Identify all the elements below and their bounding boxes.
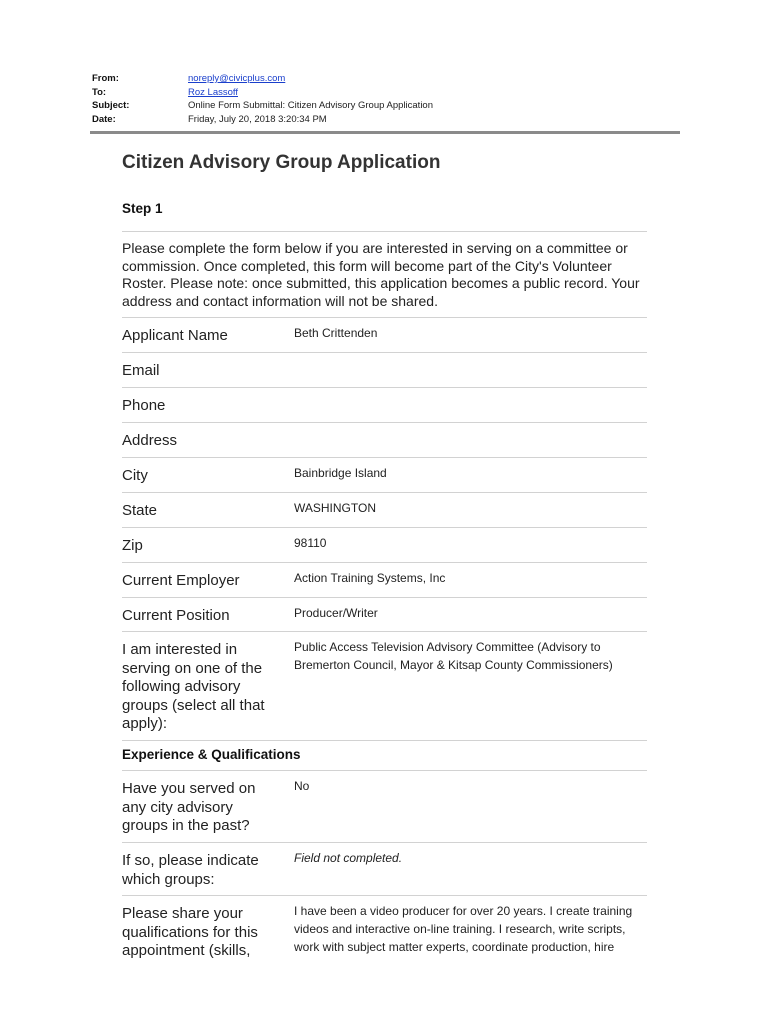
field-row-city [122,458,647,493]
field-value [294,423,647,457]
subject-row [92,99,433,113]
field-label: Current Employer [122,572,240,589]
field-row-which-groups [122,843,647,896]
field-row-email [122,353,647,388]
field-value: 98110 [294,536,327,550]
field-row-state [122,493,647,528]
field-row-advisory-groups [122,632,647,741]
date-row [92,113,433,127]
field-label: Applicant Name [122,327,228,344]
field-label: Zip [122,537,143,554]
application-form [122,150,647,976]
field-label: City [122,467,148,484]
subject-value: Online Form Submittal: Citizen Advisory Group Application [188,100,433,111]
field-label: Have you served on any city advisory groups in the past? [122,780,256,834]
to-label: To: [92,86,107,98]
step-heading: Step 1 [122,201,163,216]
date-label: Date: [92,113,116,125]
field-row-qualifications [122,896,647,976]
field-label: I am interested in serving on one of the following advisory groups (select all that apply): [122,641,265,732]
header-divider [90,131,680,134]
form-intro: Please complete the form below if you are interested in serving on a committee or commission. Once completed, this form will become part of the City's Volunteer Roster. Please note: once submitted, this application becomes a public record. Your address and contact information will not be shared. [122,232,647,318]
experience-section-heading: Experience & Qualifications [122,741,647,771]
subject-label: Subject: [92,100,130,111]
field-value: No [294,779,310,793]
field-value: Producer/Writer [294,606,378,620]
field-label: Phone [122,397,166,414]
field-label: State [122,502,158,519]
field-value: WASHINGTON [294,501,377,515]
field-value: Public Access Television Advisory Committee (Advisory to Bremerton Council, Mayor & Kitsap County Commissioners) [294,640,613,672]
field-row-address [122,423,647,458]
field-label: Address [122,432,178,449]
field-label: Current Position [122,607,230,624]
field-value: Bainbridge Island [294,466,387,480]
from-email-link[interactable]: noreply@civicplus.com [188,73,286,84]
field-value [294,353,647,387]
field-label: Email [122,362,160,379]
to-row [92,86,433,100]
field-row-applicant-name [122,318,647,353]
email-header [92,72,433,126]
field-value: Beth Crittenden [294,326,378,340]
field-row-current-employer [122,563,647,598]
field-row-zip [122,528,647,563]
from-label: From: [92,73,119,84]
field-label: Please share your qualifications for this appointment (skills, [122,905,258,959]
date-value: Friday, July 20, 2018 3:20:34 PM [188,113,327,125]
field-value: Field not completed. [294,851,403,865]
field-value: I have been a video producer for over 20 years. I create training videos and interactive on-line training. I research, write scripts, work with subject matter experts, coordinate production, hire [294,904,633,954]
from-row [92,72,433,86]
field-label: If so, please indicate which groups: [122,852,259,888]
field-row-phone [122,388,647,423]
to-recipient-link[interactable]: Roz Lassoff [188,86,238,98]
field-value: Action Training Systems, Inc [294,571,446,585]
field-value [294,388,647,422]
field-row-served-before [122,771,647,843]
field-row-current-position [122,598,647,632]
form-title: Citizen Advisory Group Application [122,152,441,173]
